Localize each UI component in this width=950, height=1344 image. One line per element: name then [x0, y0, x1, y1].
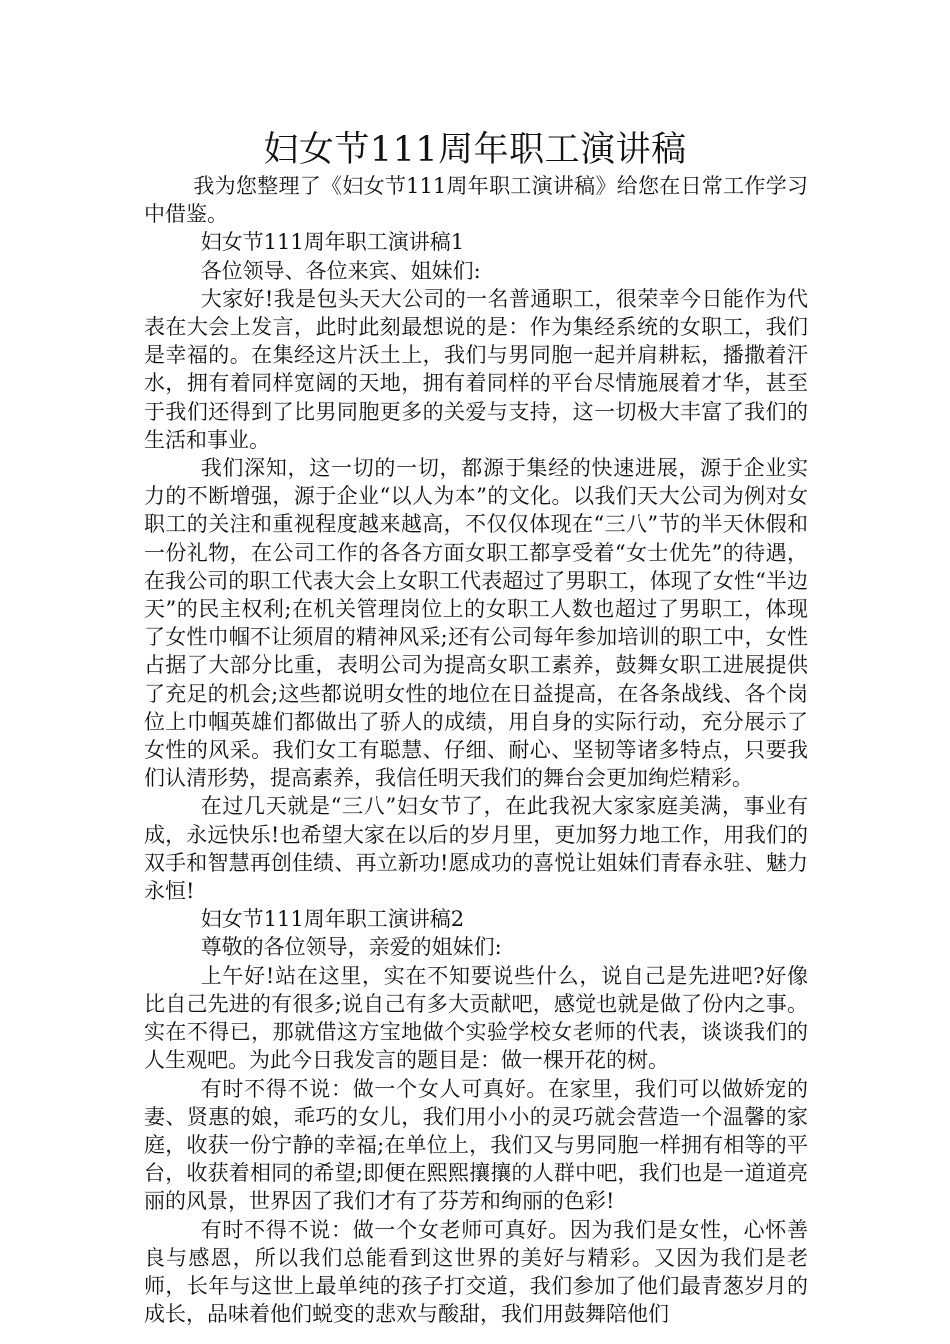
speech-1-paragraph: 我们深知，这一切的一切，都源于集经的快速进展，源于企业实力的不断增强，源于企业“以人为本”的文化。以我们天大公司为例对女职工的关注和重视程度越来越高，不仅仅体现在“三八”节的半天休假和一份礼物，在公司工作的各各方面女职工都享受着“女士优先”的待遇，在我公司的职工代表大会上女职工代表超过了男职工，体现了女性“半边天”的民主权利;在机关管理岗位上的女职工人数也超过了男职工，体现了女性巾帼不让须眉的精神风采;还有公司每年参加培训的职工中，女性占据了大部分比重，表明公司为提高女职工素养，鼓舞女职工进展提供了充足的机会;这些都说明女性的地位在日益提高，在各条战线、各个岗位上巾帼英雄们都做出了骄人的成绩，用自身的实际行动，充分展示了女性的风采。我们女工有聪慧、仔细、耐心、坚韧等诸多特点，只要我们认清形势，提高素养，我信任明天我们的舞台会更加绚烂精彩。 [144, 456, 808, 791]
speech-2-paragraph: 上午好!站在这里，实在不知要说些什么，说自己是先进吧?好像比自己先进的有很多;说自己有多大贡献吧，感觉也就是做了份内之事。实在不得已，那就借这方宝地做个实验学校女老师的代表，谈谈我们的人生观吧。为此今日我发言的题目是：做一棵开花的树。 [144, 963, 808, 1073]
speech-2-heading: 妇女节111周年职工演讲稿2 [200, 907, 465, 932]
speech-1-paragraph: 大家好!我是包头天大公司的一名普通职工，很荣幸今日能作为代表在大会上发言，此时此刻最想说的是：作为集经系统的女职工，我们是幸福的。在集经这片沃土上，我们与男同胞一起并肩耕耘，播撒着汗水，拥有着同样宽阔的天地，拥有着同样的平台尽情施展着才华，甚至于我们还得到了比男同胞更多的关爱与支持，这一切极大丰富了我们的生活和事业。 [144, 286, 808, 452]
speech-1-paragraph: 在过几天就是“三八”妇女节了，在此我祝大家家庭美满，事业有成，永远快乐!也希望大家在以后的岁月里，更加努力地工作，用我们的双手和智慧再创佳绩、再立新功!愿成功的喜悦让姐妹们青春永驻、魅力永恒! [144, 794, 808, 904]
intro-paragraph: 我为您整理了《妇女节111周年职工演讲稿》给您在日常工作学习中借鉴。 [144, 174, 808, 227]
speech-1-salutation: 各位领导、各位来宾、姐妹们: [200, 258, 481, 283]
speech-2-paragraph: 有时不得不说：做一个女人可真好。在家里，我们可以做娇宠的妻、贤惠的娘，乖巧的女儿，我们用小小的灵巧就会营造一个温馨的家庭，收获一份宁静的幸福;在单位上，我们又与男同胞一样拥有相等的平台，收获着相同的希望;即便在熙熙攘攘的人群中吧，我们也是一道道亮丽的风景，世界因了我们才有了芬芳和绚丽的色彩! [144, 1076, 808, 1214]
speech-2-salutation: 尊敬的各位领导，亲爱的姐妹们: [200, 935, 502, 960]
document-body [144, 172, 808, 1328]
speech-1-heading: 妇女节111周年职工演讲稿1 [200, 230, 465, 255]
document-title: 妇女节111周年职工演讲稿 [263, 130, 687, 170]
speech-2-paragraph: 有时不得不说：做一个女老师可真好。因为我们是女性，心怀善良与感恩，所以我们总能看到这世界的美好与精彩。又因为我们是老师，长年与这世上最单纯的孩子打交道，我们参加了他们最青葱岁月的成长，品味着他们蜕变的悲欢与酸甜，我们用鼓舞陪他们 [144, 1217, 808, 1327]
